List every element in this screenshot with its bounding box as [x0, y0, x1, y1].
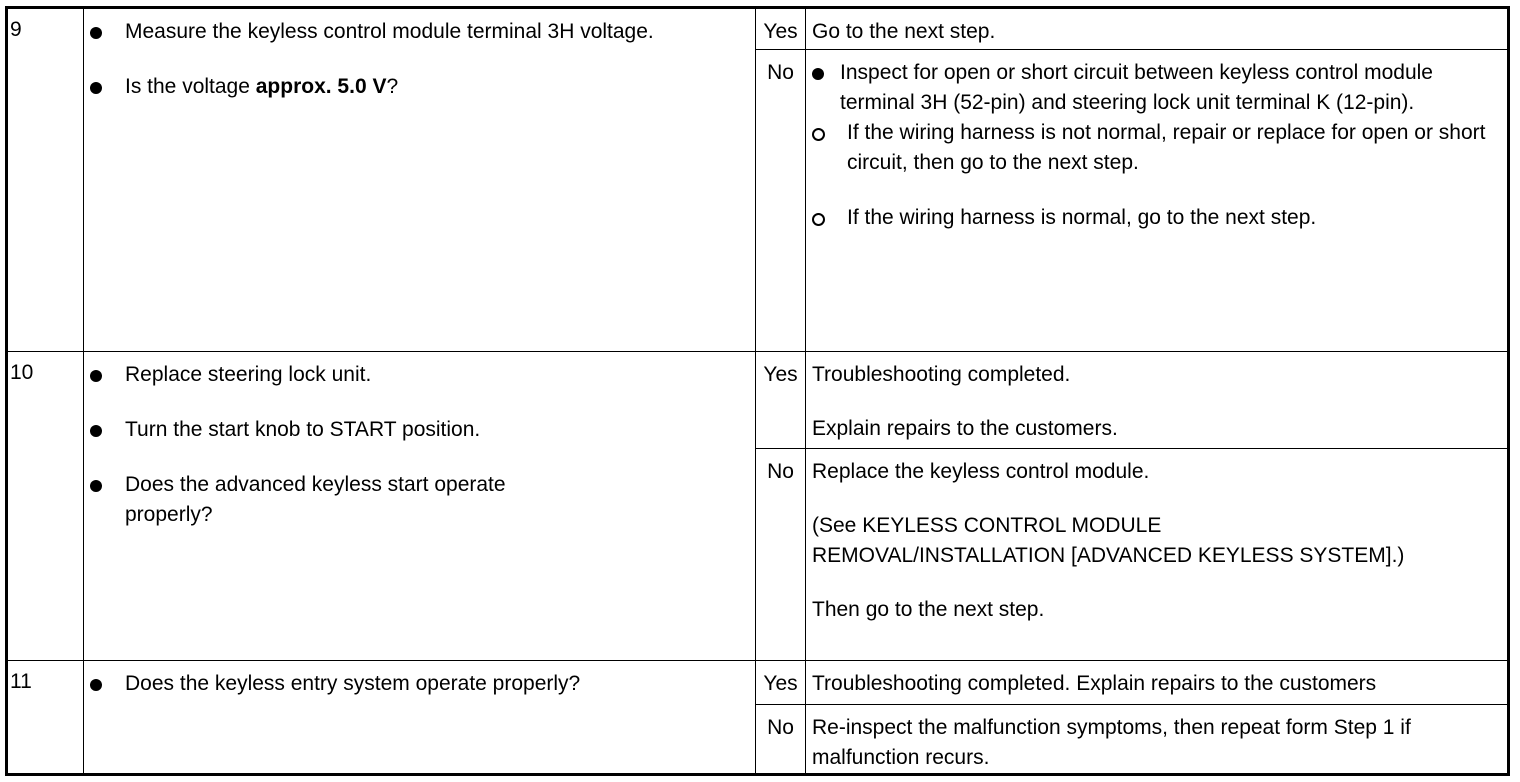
- bullet-icon: [90, 370, 102, 382]
- action-text: Explain repairs to the customers.: [812, 417, 1118, 440]
- result-yes-label: Yes: [756, 661, 806, 705]
- result-no-label: No: [756, 50, 806, 352]
- sub-list: [812, 118, 1497, 233]
- action-text: Troubleshooting completed.: [812, 363, 1071, 386]
- result-yes-label: Yes: [756, 352, 806, 449]
- bullet-icon: [90, 27, 102, 39]
- no-action: [806, 449, 1509, 661]
- reference-link[interactable]: (See KEYLESS CONTROL MODULE REMOVAL/INSTALLATION [ADVANCED KEYLESS SYSTEM].): [812, 514, 1405, 567]
- yes-action: [806, 352, 1509, 449]
- check-cell: [84, 8, 756, 352]
- check-item: Does the keyless entry system operate properly?: [90, 669, 745, 699]
- bullet-icon: [90, 480, 102, 492]
- check-list: [90, 360, 745, 530]
- step-number: 11: [7, 661, 84, 775]
- check-item: Does the advanced keyless start operate properly?: [90, 470, 745, 530]
- yes-action: [806, 8, 1509, 50]
- sub-item: If the wiring harness is not normal, repair or replace for open or short circuit, then go to the next step.: [812, 118, 1497, 178]
- check-cell: [84, 352, 756, 661]
- check-item: Measure the keyless control module terminal 3H voltage.: [90, 17, 745, 47]
- step-9-row: [7, 8, 1509, 50]
- circle-bullet-icon: [812, 128, 825, 141]
- check-item: Turn the start knob to START position.: [90, 415, 745, 445]
- bullet-icon: [90, 679, 102, 691]
- check-cell: [84, 661, 756, 775]
- action-list: [812, 58, 1497, 118]
- action-text: Go to the next step.: [812, 20, 996, 43]
- no-action: [806, 50, 1509, 352]
- bullet-icon: [90, 82, 102, 94]
- step-number: 9: [7, 8, 84, 352]
- step-10-row: [7, 352, 1509, 449]
- sub-item: If the wiring harness is normal, go to the next step.: [812, 203, 1497, 233]
- step-number: 10: [7, 352, 84, 661]
- check-list: [90, 669, 745, 699]
- check-item: Replace steering lock unit.: [90, 360, 745, 390]
- check-item: Is the voltage approx. 5.0 V?: [90, 72, 745, 102]
- action-bullet: Inspect for open or short circuit between keyless control module terminal 3H (52-pin) and steering lock unit terminal K (12-pin).: [812, 58, 1497, 118]
- bullet-icon: [90, 425, 102, 437]
- step-11-row: [7, 661, 1509, 705]
- result-no-label: No: [756, 449, 806, 661]
- bullet-icon: [812, 68, 824, 80]
- check-list: [90, 17, 745, 102]
- voltage-spec: approx. 5.0 V: [255, 75, 387, 98]
- action-text: Troubleshooting completed. Explain repairs to the customers: [812, 672, 1377, 695]
- yes-action: [806, 661, 1509, 705]
- result-yes-label: Yes: [756, 8, 806, 50]
- troubleshooting-table: [5, 6, 1510, 776]
- no-action: [806, 705, 1509, 775]
- result-no-label: No: [756, 705, 806, 775]
- action-text: Replace the keyless control module.: [812, 460, 1150, 483]
- action-text: Then go to the next step.: [812, 598, 1045, 621]
- action-text: Re-inspect the malfunction symptoms, then repeat form Step 1 if malfunction recurs.: [812, 716, 1411, 769]
- circle-bullet-icon: [812, 213, 825, 226]
